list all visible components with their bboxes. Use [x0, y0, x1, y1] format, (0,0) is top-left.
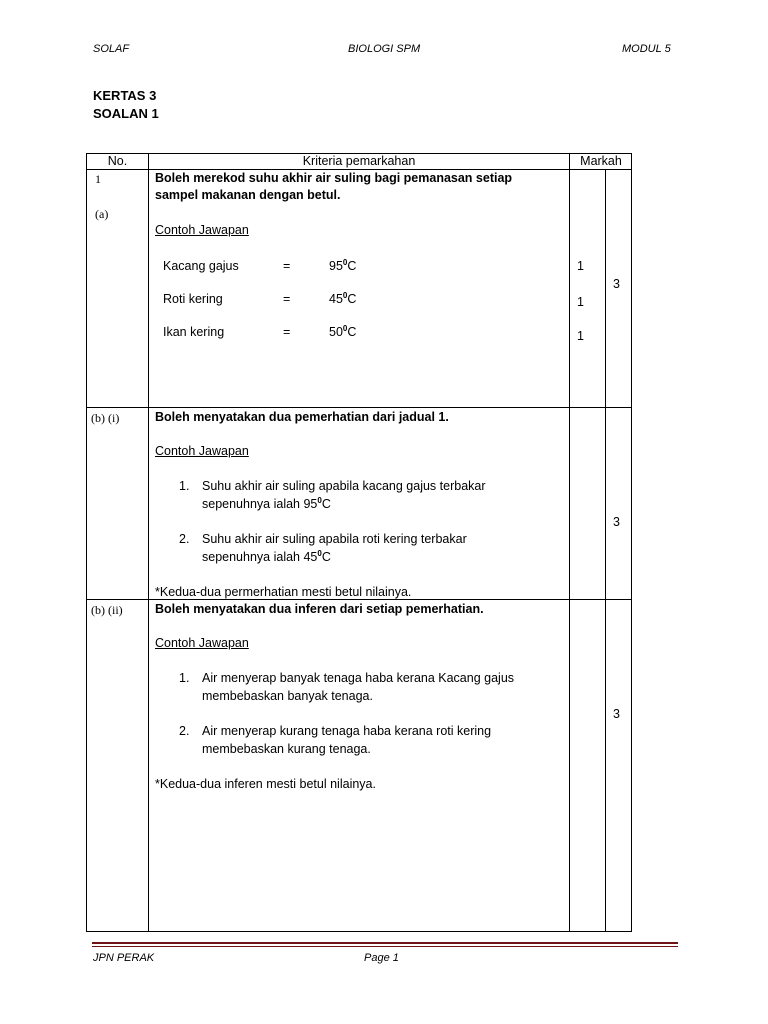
- criteria-text: Boleh menyatakan dua inferen dari setiap pemerhatian.: [155, 602, 484, 616]
- answer-text: [202, 548, 331, 566]
- unit: C: [347, 292, 357, 306]
- degree-superscript: 0: [317, 548, 322, 558]
- criteria-text: Boleh merekod suhu akhir air suling bagi pemanasan setiap: [155, 171, 513, 185]
- unit: C: [321, 497, 331, 511]
- answer-text: Air menyerap kurang tenaga haba kerana roti kering: [202, 724, 492, 738]
- criteria-text: sampel makanan dengan betul.: [155, 188, 341, 202]
- food-name: Ikan kering: [163, 325, 225, 339]
- answer-text: membebaskan kurang tenaga.: [202, 742, 371, 756]
- unit: C: [347, 259, 357, 273]
- page-number: Page 1: [364, 952, 399, 964]
- answer-text: Suhu akhir air suling apabila kacang gajus terbakar: [202, 479, 486, 493]
- answer-number: 1.: [179, 671, 190, 685]
- food-name: Kacang gajus: [163, 259, 239, 273]
- footer-rule: [92, 942, 678, 944]
- question-heading: SOALAN 1: [93, 106, 159, 121]
- answer-number: 1.: [179, 479, 190, 493]
- answer-text: membebaskan banyak tenaga.: [202, 689, 373, 703]
- divider: [605, 169, 606, 931]
- answer-number: 2.: [179, 532, 190, 546]
- sample-answer-label: Contoh Jawapan: [155, 223, 249, 237]
- total-mark: 3: [613, 515, 620, 529]
- unit: C: [347, 325, 357, 339]
- paper-heading: KERTAS 3: [93, 88, 157, 103]
- equals-sign: =: [283, 292, 291, 306]
- degree-superscript: 0: [342, 290, 348, 300]
- answer-text-part: sepenuhnya ialah 95: [202, 497, 318, 511]
- answer-text: Suhu akhir air suling apabila roti kering terbakar: [202, 532, 467, 546]
- mark-value: 1: [577, 329, 584, 343]
- sample-answer-label: Contoh Jawapan: [155, 444, 249, 458]
- answer-number: 2.: [179, 724, 190, 738]
- total-mark: 3: [613, 707, 620, 721]
- footer-rule: [92, 946, 678, 947]
- temperature-value: [329, 290, 356, 308]
- column-header-criteria: Kriteria pemarkahan: [302, 154, 416, 168]
- sample-answer-label: Contoh Jawapan: [155, 636, 249, 650]
- food-name: Roti kering: [163, 292, 223, 306]
- equals-sign: =: [283, 325, 291, 339]
- column-header-no: No.: [107, 154, 128, 168]
- value-number: 95: [329, 259, 343, 273]
- divider: [148, 154, 149, 931]
- header-center: BIOLOGI SPM: [348, 43, 421, 55]
- header-right: MODUL 5: [622, 43, 671, 55]
- divider: [569, 154, 570, 931]
- degree-superscript: 0: [342, 257, 348, 267]
- temperature-value: [329, 257, 356, 275]
- temperature-value: [329, 323, 356, 341]
- unit: C: [321, 550, 331, 564]
- column-header-marks: Markah: [580, 154, 622, 168]
- mark-value: 1: [577, 295, 584, 309]
- header-left: SOLAF: [93, 43, 130, 55]
- value-number: 50: [329, 325, 343, 339]
- answer-text-part: sepenuhnya ialah 45: [202, 550, 318, 564]
- answer-text: [202, 495, 331, 513]
- degree-superscript: 0: [317, 495, 322, 505]
- criteria-text: Boleh menyatakan dua pemerhatian dari jadual 1.: [155, 410, 449, 424]
- note-text: *Kedua-dua permerhatian mesti betul nilainya.: [155, 585, 412, 599]
- mark-value: 1: [577, 259, 584, 273]
- note-text: *Kedua-dua inferen mesti betul nilainya.: [155, 777, 376, 791]
- footer-left: JPN PERAK: [93, 952, 155, 964]
- row-sub-label: (a): [95, 207, 109, 221]
- row-number: 1: [95, 172, 101, 186]
- answer-text: Air menyerap banyak tenaga haba kerana Kacang gajus: [202, 671, 515, 685]
- value-number: 45: [329, 292, 343, 306]
- total-mark: 3: [613, 277, 620, 291]
- row-number: (b) (i): [91, 411, 120, 425]
- marking-scheme-table: [86, 153, 632, 932]
- equals-sign: =: [283, 259, 291, 273]
- degree-superscript: 0: [342, 323, 348, 333]
- row-number: (b) (ii): [91, 603, 123, 617]
